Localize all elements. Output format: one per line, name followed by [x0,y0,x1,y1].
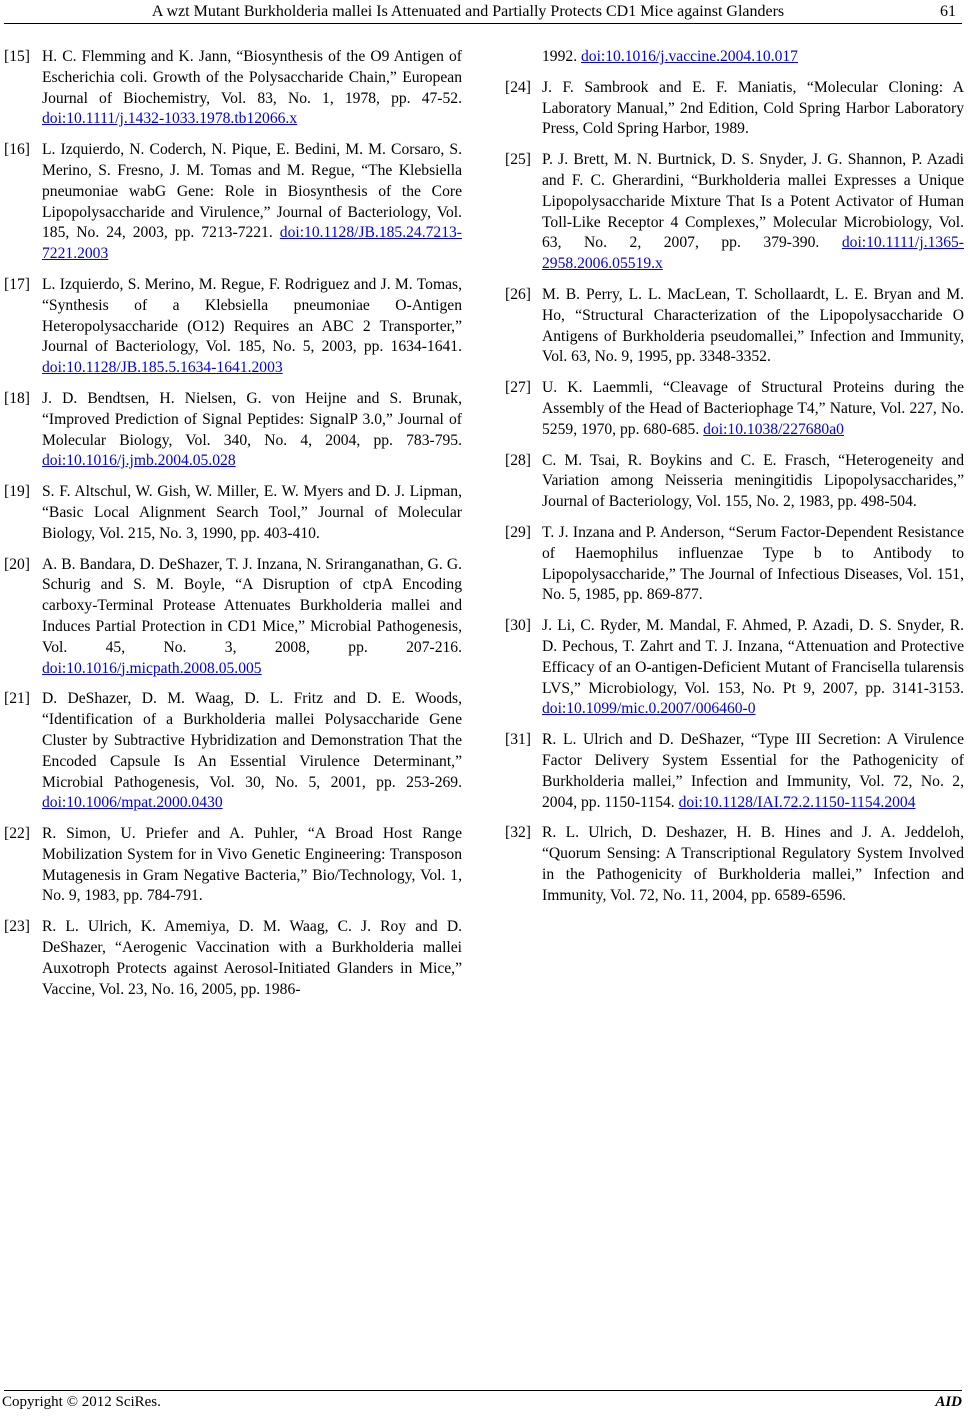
reference-number: [29] [505,523,531,541]
reference-body [42,555,462,680]
reference-number: [30] [505,617,531,635]
reference-item [4,47,462,130]
reference-text: J. F. Sambrook and E. F. Maniatis, “Molecular Cloning: A Laboratory Manual,” 2nd Edition, Cold Spring Harbor Laboratory Press, Cold Spring Harbor, 1989. [542,78,964,138]
doi-link[interactable]: doi:10.1111/j.1432-1033.1978.tb12066.x [42,110,298,128]
reference-number: [31] [505,731,531,749]
reference-body [42,140,462,265]
reference-body [542,378,964,440]
reference-item [505,285,964,368]
header-rule [4,23,962,24]
reference-body [42,275,462,379]
reference-text: M. B. Perry, L. L. MacLean, T. Schollaardt, L. E. Bryan and M. Ho, “Structural Characterization of the Lipopolysaccharide O Antigens of Burkholderia pseudomallei,” Infection and Immunity, Vol. 63, No. 9, 1995, pp. 3348-3352. [542,285,964,366]
reference-body [42,824,462,907]
page-header [0,0,968,26]
reference-text: T. J. Inzana and P. Anderson, “Serum Factor-Dependent Resistance of Haemophilus influenzae Type b to Antibody to Lipopolysaccharide,” The Journal of Infectious Diseases, Vol. 151, No. 5, 1985, pp. 869-877. [542,523,964,604]
page-number: 61 [940,3,956,20]
reference-item [505,730,964,813]
reference-number: [28] [505,451,531,469]
reference-continuation [505,47,964,68]
reference-body [542,78,964,140]
reference-number: [25] [505,151,531,169]
references-right-column [505,47,964,916]
running-title: A wzt Mutant Burkholderia mallei Is Attenuated and Partially Protects CD1 Mice against Glanders [151,3,785,20]
reference-number: [15] [4,48,30,65]
doi-link[interactable]: doi:10.1111/j.1365-2958.2006.05519.x [542,234,964,273]
reference-text: L. Izquierdo, S. Merino, M. Regue, F. Rodriguez and J. M. Tomas, “Synthesis of a Klebsiella pneumoniae O-Antigen Heteropolysaccharide (O12) Requires an ABC 2 Transporter,” Journal of Bacteriology, Vol. 185, No. 5, 2003, pp. 1634-1641. [42,275,462,356]
reference-body [542,823,964,906]
references-left-column [4,47,462,1010]
reference-item [4,555,462,680]
reference-text: J. D. Bendtsen, H. Nielsen, G. von Heijne and S. Brunak, “Improved Prediction of Signal Peptides: SignalP 3.0,” Journal of Molecular Biology, Vol. 340, No. 4, 2004, pp. 783-795. [42,389,462,449]
doi-link[interactable]: doi:10.1099/mic.0.2007/006460-0 [542,700,756,718]
reference-number: [16] [4,141,30,159]
doi-link[interactable]: doi:10.1006/mpat.2000.0430 [42,794,223,812]
reference-body [542,730,964,813]
reference-item [505,451,964,513]
reference-number: [26] [505,285,531,303]
reference-item [4,275,462,379]
reference-text: J. Li, C. Ryder, M. Mandal, F. Ahmed, P. Azadi, D. S. Snyder, R. D. Pechous, T. Zahrt and T. J. Inzana, “Attenuation and Protective Efficacy of an O-antigen-Deficient Mutant of Francisella tularensis LVS,” Microbiology, Vol. 153, No. Pt 9, 2007, pp. 3141-3153. [542,617,964,697]
reference-body [542,150,964,275]
reference-number: [17] [4,275,30,293]
reference-item [4,824,462,907]
reference-number: [27] [505,379,531,397]
reference-text: S. F. Altschul, W. Gish, W. Miller, E. W. Myers and D. J. Lipman, “Basic Local Alignment Search Tool,” Journal of Molecular Biology, Vol. 215, No. 3, 1990, pp. 403-410. [42,483,462,542]
reference-number: [24] [505,78,531,96]
page-footer [0,1390,968,1416]
journal-abbrev: AID [935,1394,962,1410]
reference-item [4,917,462,1000]
reference-text: R. L. Ulrich, D. Deshazer, H. B. Hines and J. A. Jeddeloh, “Quorum Sensing: A Transcriptional Regulatory System Involved in the Pathogenicity of Burkholderia mallei,” Infection and Immunity, Vol. 72, No. 11, 2004, pp. 6589-6596. [542,824,964,904]
reference-text: H. C. Flemming and K. Jann, “Biosynthesis of the O9 Antigen of Escherichia coli. Growth of the Polysaccharide Chain,” European Journal of Biochemistry, Vol. 83, No. 1, 1978, pp. 47-52. [42,48,462,107]
reference-item [4,140,462,265]
doi-link[interactable]: doi:10.1038/227680a0 [703,420,844,438]
reference-body [42,917,462,1000]
doi-link[interactable]: doi:10.1128/JB.185.5.1634-1641.2003 [42,359,283,377]
doi-link[interactable]: doi:10.1016/j.micpath.2008.05.005 [42,659,262,677]
reference-text: D. DeShazer, D. M. Waag, D. L. Fritz and D. E. Woods, “Identification of a Burkholderia mallei Polysaccharide Gene Cluster by Subtractive Hybridization and Demonstration That the Encoded Capsule Is An Essential Virulence Determinant,” Microbial Pathogenesis, Vol. 30, No. 5, 2001, pp. 253-269. [42,690,462,791]
reference-number: [19] [4,483,30,501]
reference-number: [32] [505,824,531,842]
reference-body [42,47,462,130]
doi-link[interactable]: doi:10.1128/IAI.72.2.1150-1154.2004 [678,793,916,811]
continuation-text: 1992. [542,48,578,65]
reference-item [505,823,964,906]
doi-link[interactable]: doi:10.1016/j.vaccine.2004.10.017 [581,48,798,65]
reference-number: [18] [4,389,30,407]
reference-text: R. L. Ulrich and D. DeShazer, “Type III Secretion: A Virulence Factor Delivery System Essential for the Pathogenicity of Burkholderia mallei,” Infection and Immunity, Vol. 72, No. 2, 2004, pp. 1150-1154. [542,731,964,811]
reference-item [4,482,462,544]
reference-body [42,689,462,814]
reference-item [4,689,462,814]
reference-number: [22] [4,825,30,843]
reference-item [505,378,964,440]
reference-item [505,150,964,275]
footer-rule [4,1390,962,1391]
reference-body [542,616,964,720]
doi-link[interactable]: doi:10.1016/j.jmb.2004.05.028 [42,452,236,470]
reference-text: R. Simon, U. Priefer and A. Puhler, “A Broad Host Range Mobilization System for in Vivo Genetic Engineering: Transposon Mutagenesis in Gram Negative Bacteria,” Bio/Technology, Vol. 1, No. 9, 1983, pp. 784-791. [42,825,462,905]
reference-item [505,523,964,606]
reference-body [542,451,964,513]
reference-item [505,616,964,720]
reference-text: P. J. Brett, M. N. Burtnick, D. S. Snyder, J. G. Shannon, P. Azadi and F. C. Gherardini, “Burkholderia mallei Expresses a Unique Lipopolysaccharide Mixture That Is a Potent Activator of Human Toll-Like Receptor 4 Complexes,” Molecular Microbiology, Vol. 63, No. 2, 2007, pp. 379-390. [542,151,964,252]
reference-item [4,389,462,472]
reference-text: R. L. Ulrich, K. Amemiya, D. M. Waag, C. J. Roy and D. DeShazer, “Aerogenic Vaccination with a Burkholderia mallei Auxotroph Protects against Aerosol-Initiated Glanders in Mice,” Vaccine, Vol. 23, No. 16, 2005, pp. 1986- [42,918,462,998]
reference-text: C. M. Tsai, R. Boykins and C. E. Frasch, “Heterogeneity and Variation among Neisseria meningitidis Lipopolysaccharides,” Journal of Bacteriology, Vol. 155, No. 2, 1983, pp. 498-504. [542,451,964,511]
reference-body [542,285,964,368]
copyright-notice: Copyright © 2012 SciRes. [2,1394,161,1410]
reference-text: U. K. Laemmli, “Cleavage of Structural Proteins during the Assembly of the Head of Bacteriophage T4,” Nature, Vol. 227, No. 5259, 1970, pp. 680-685. [542,379,964,438]
reference-body [42,482,462,544]
reference-text: A. B. Bandara, D. DeShazer, T. J. Inzana, N. Sriranganathan, G. G. Schurig and S. M. Boyle, “A Disruption of ctpA Encoding carboxy-Terminal Protease Attenuates Burkholderia mallei and Induces Partial Protection in CD1 Mice,” Microbial Pathogenesis, Vol. 45, No. 3, 2008, pp. 207-216. [42,555,462,656]
reference-body [42,389,462,472]
doi-link[interactable]: doi:10.1128/JB.185.24.7213-7221.2003 [42,224,462,263]
reference-number: [21] [4,690,30,708]
reference-number: [20] [4,555,30,573]
reference-number: [23] [4,918,30,936]
reference-body [542,523,964,606]
reference-text: L. Izquierdo, N. Coderch, N. Pique, E. Bedini, M. M. Corsaro, S. Merino, S. Fresno, J. M. Tomas and M. Regue, “The Klebsiella pneumoniae wabG Gene: Role in Biosynthesis of the Core Lipopolysaccharide and Virulence,” Journal of Bacteriology, Vol. 185, No. 24, 2003, pp. 7213-7221. [42,141,462,242]
reference-item [505,78,964,140]
